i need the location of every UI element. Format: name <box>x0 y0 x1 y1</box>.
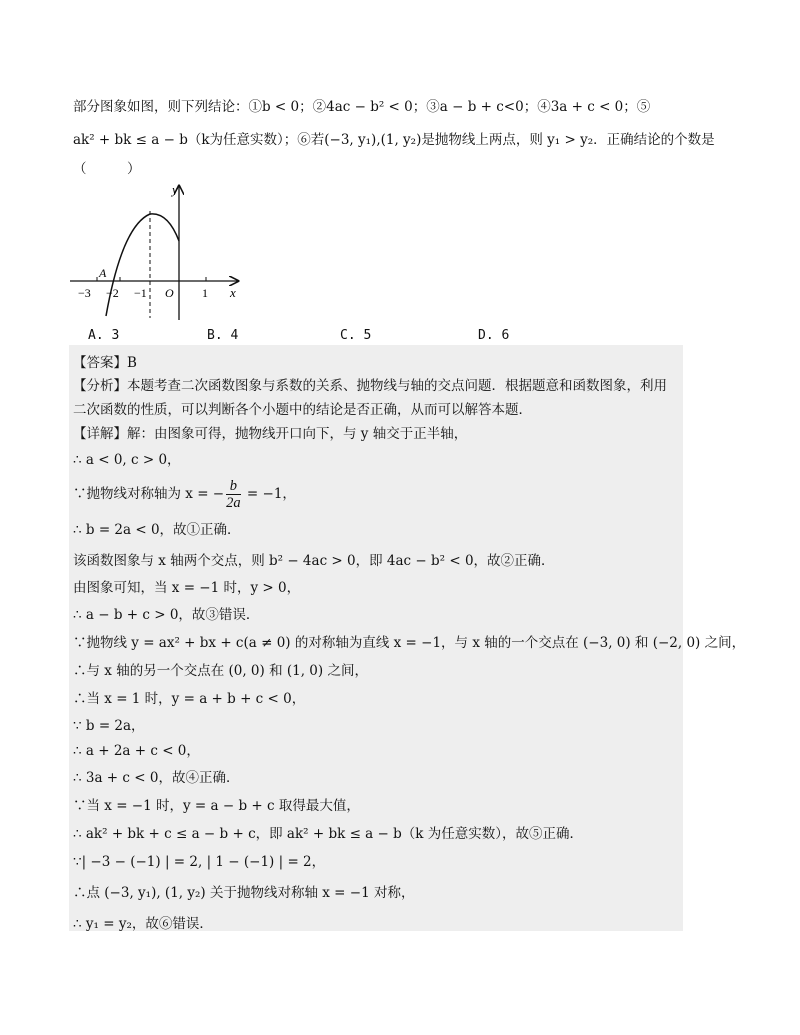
origin-label: O <box>165 286 174 300</box>
tick-label-neg3: −3 <box>78 286 91 300</box>
detail-line-11: ∵ b = 2a， <box>73 718 145 734</box>
tick-label-neg2: −2 <box>106 286 119 300</box>
y-axis-label: y <box>172 182 178 197</box>
question-line-2: ak² + bk ≤ a − b（k为任意实数）；⑥若(−3, y₁),(1, y₂)是抛物线上两点，则 y₁ > y₂．正确结论的个数是 <box>73 132 715 148</box>
fraction-denominator: 2a <box>226 495 241 511</box>
parabola-curve <box>106 214 179 316</box>
point-a-label: A <box>99 266 107 280</box>
parabola-graph <box>68 176 258 321</box>
question-line-1: 部分图象如图，则下列结论：①b < 0；②4ac − b² < 0；③a − b + c<0；④3a + c < 0；⑤ <box>73 99 651 115</box>
detail-line-1: 【详解】解：由图象可得，抛物线开口向下，与 y 轴交于正半轴， <box>73 426 468 442</box>
option-d: D. 6 <box>478 328 510 343</box>
detail-line-8: ∵抛物线 y = ax² + bx + c(a ≠ 0) 的对称轴为直线 x = −1，与 x 轴的一个交点在 (−3, 0) 和 (−2, 0) 之间， <box>73 635 746 651</box>
x-axis-label: x <box>230 285 236 300</box>
detail-line-9: ∴与 x 轴的另一个交点在 (0, 0) 和 (1, 0) 之间， <box>73 663 368 679</box>
fraction-numerator: b <box>226 478 241 495</box>
detail-line-17: ∴点 (−3, y₁), (1, y₂) 关于抛物线对称轴 x = −1 对称， <box>73 885 415 901</box>
detail-line-3 <box>73 478 296 511</box>
axis-fraction <box>226 478 241 511</box>
detail-line-10: ∴当 x = 1 时，y = a + b + c < 0， <box>73 691 306 707</box>
detail-line-18: ∴ y₁ = y₂，故⑥错误． <box>73 916 213 932</box>
analysis-line-1: 【分析】本题考查二次函数图象与系数的关系、抛物线与轴的交点问题．根据题意和函数图象，利用 <box>73 378 667 394</box>
tick-label-neg1: −1 <box>134 286 147 300</box>
detail-line-16: ∵| −3 − (−1) | = 2, | 1 − (−1) | = 2， <box>73 854 326 870</box>
detail-line-2: ∴ a < 0, c > 0， <box>73 452 181 468</box>
tick-label-1: 1 <box>202 286 208 300</box>
option-a: A. 3 <box>88 328 120 343</box>
detail-line-15: ∴ ak² + bk + c ≤ a − b + c，即 ak² + bk ≤ a − b（k 为任意实数），故⑤正确． <box>73 826 583 842</box>
detail-line-14: ∵当 x = −1 时，y = a − b + c 取得最大值， <box>73 798 360 814</box>
detail-line-7: ∴ a − b + c > 0，故③错误． <box>73 607 260 623</box>
detail-line-6: 由图象可知，当 x = −1 时，y > 0， <box>73 580 301 596</box>
axis-formula-text: ∵抛物线对称轴为 x = − <box>73 486 225 502</box>
detail-line-4: ∴ b = 2a < 0，故①正确． <box>73 522 241 538</box>
analysis-line-2: 二次函数的性质，可以判断各个小题中的结论是否正确，从而可以解答本题． <box>73 402 532 418</box>
detail-line-12: ∴ a + 2a + c < 0， <box>73 743 200 759</box>
axis-fraction-tail: = −1， <box>242 486 296 502</box>
option-b: B. 4 <box>207 328 239 343</box>
detail-line-13: ∴ 3a + c < 0，故④正确． <box>73 770 240 786</box>
question-line-3: （ ） <box>73 161 141 177</box>
option-c: C. 5 <box>340 328 372 343</box>
answer-line: 【答案】B <box>73 355 137 371</box>
detail-line-5: 该函数图象与 x 轴两个交点，则 b² − 4ac > 0，即 4ac − b² < 0，故②正确． <box>73 553 555 569</box>
